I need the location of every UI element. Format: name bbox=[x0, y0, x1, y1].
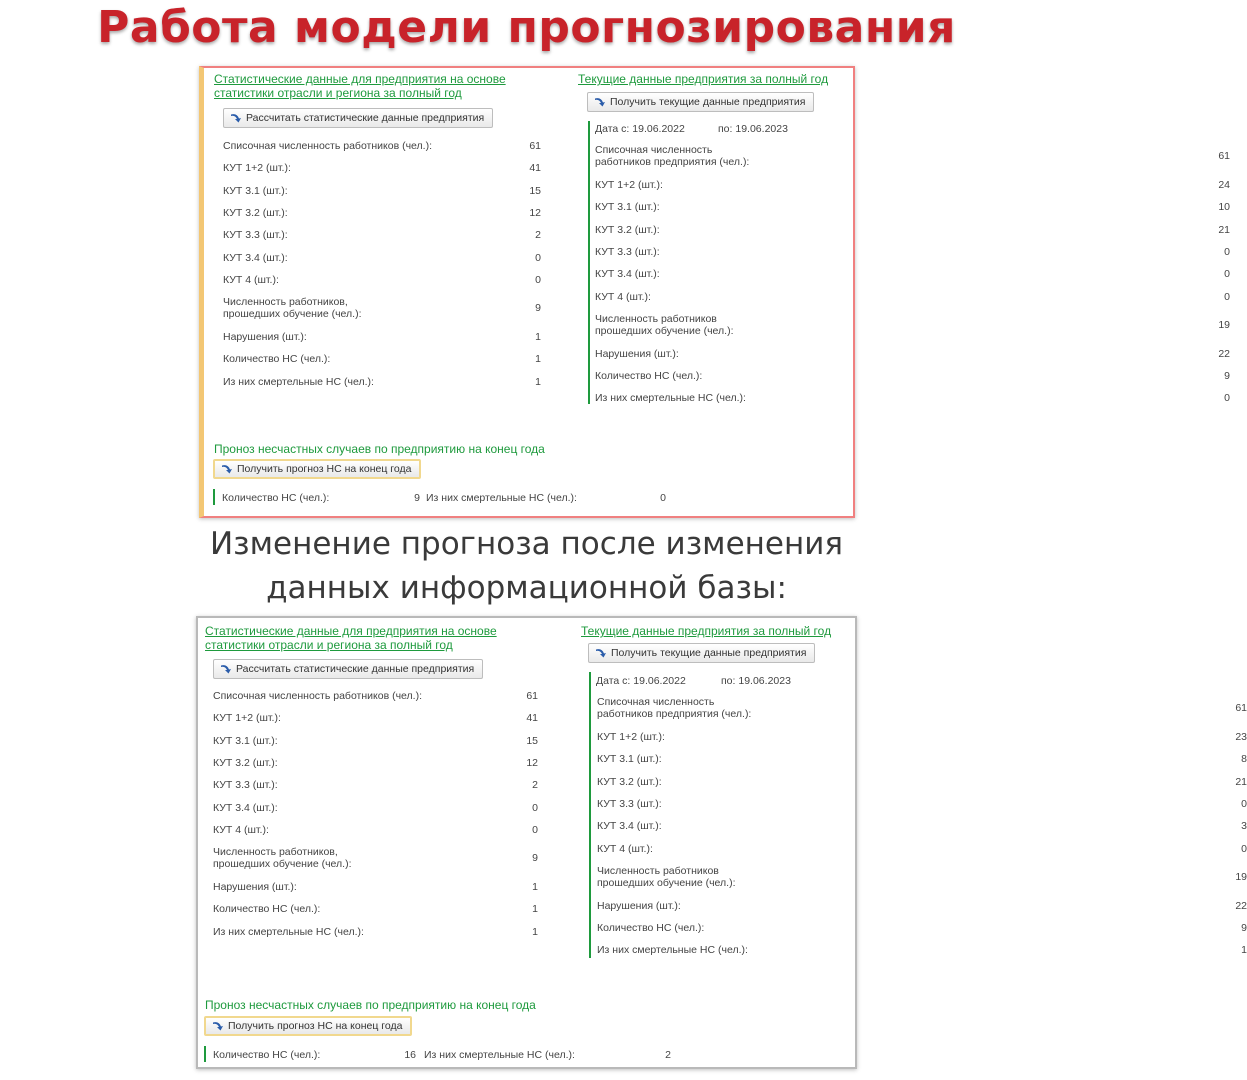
forecast-fatal-value: 2 bbox=[665, 1049, 671, 1061]
data-row bbox=[597, 820, 1247, 842]
forecast-section-title: Проноз несчастных случаев по предприятию на конец года bbox=[214, 442, 545, 456]
row-label: Списочная численность работников (чел.): bbox=[223, 140, 432, 152]
row-value: 1 bbox=[1241, 944, 1247, 957]
row-label: Из них смертельные НС (чел.): bbox=[213, 925, 364, 938]
row-value: 10 bbox=[1218, 201, 1230, 214]
row-label: Нарушения (шт.): bbox=[223, 331, 307, 344]
forecast-fatal-label: Из них смертельные НС (чел.): bbox=[426, 492, 577, 504]
row-value: 0 bbox=[1224, 245, 1230, 258]
data-row bbox=[213, 846, 538, 871]
data-row bbox=[595, 144, 1230, 166]
forecast-count-value: 9 bbox=[414, 492, 420, 504]
get-forecast-button[interactable]: Получить прогноз НС на конец года bbox=[213, 459, 421, 479]
row-value: 1 bbox=[535, 331, 541, 344]
data-row bbox=[595, 179, 1230, 201]
row-value: 21 bbox=[1235, 775, 1247, 788]
row-label: Из них смертельные НС (чел.): bbox=[597, 944, 748, 957]
data-row bbox=[223, 376, 541, 398]
row-label: Количество НС (чел.): bbox=[595, 370, 703, 383]
row-label: Количество НС (чел.): bbox=[597, 922, 705, 935]
row-value: 9 bbox=[1224, 370, 1230, 383]
row-value: 9 bbox=[535, 302, 541, 315]
forecast-accent-bar bbox=[204, 1046, 206, 1062]
row-value: 0 bbox=[535, 251, 541, 264]
data-row bbox=[597, 753, 1247, 775]
arrow-icon bbox=[594, 97, 606, 107]
row-value: 0 bbox=[1241, 797, 1247, 810]
row-value: 1 bbox=[532, 925, 538, 938]
data-row bbox=[213, 690, 538, 712]
row-value: 0 bbox=[1224, 268, 1230, 281]
data-row bbox=[223, 296, 541, 321]
data-row bbox=[223, 229, 541, 251]
row-label: Количество НС (чел.): bbox=[223, 353, 331, 366]
data-row bbox=[597, 900, 1247, 922]
row-label: Из них смертельные НС (чел.): bbox=[223, 375, 374, 388]
data-row bbox=[223, 252, 541, 274]
row-label: КУТ 1+2 (шт.): bbox=[595, 179, 663, 191]
date-from: Дата с: 19.06.2022 bbox=[595, 123, 685, 135]
get-forecast-button[interactable]: Получить прогноз НС на конец года bbox=[204, 1016, 412, 1036]
forecast-accent-bar bbox=[213, 489, 215, 505]
data-row bbox=[213, 757, 538, 779]
row-label: КУТ 3.4 (шт.): bbox=[597, 820, 662, 833]
current-section-title[interactable]: Текущие данные предприятия за полный год bbox=[581, 624, 832, 638]
date-to: по: 19.06.2023 bbox=[721, 675, 791, 687]
data-row bbox=[223, 331, 541, 353]
row-label: КУТ 3.4 (шт.): bbox=[223, 251, 288, 264]
data-row bbox=[595, 392, 1230, 414]
row-label: КУТ 3.1 (шт.): bbox=[597, 753, 662, 766]
row-value: 12 bbox=[529, 206, 541, 219]
forecast-panel-before bbox=[199, 66, 1230, 518]
row-value: 23 bbox=[1235, 731, 1247, 743]
arrow-icon bbox=[212, 1021, 224, 1031]
arrow-icon bbox=[221, 464, 233, 474]
subtitle: Изменение прогноза после изменения данных информационной базы: bbox=[209, 526, 844, 606]
row-value: 2 bbox=[532, 779, 538, 792]
data-row bbox=[213, 903, 538, 925]
forecast-count-label: Количество НС (чел.): bbox=[213, 1049, 321, 1061]
row-label: Списочная численность работников предприятия (чел.): bbox=[597, 696, 752, 720]
row-value: 21 bbox=[1218, 223, 1230, 236]
row-label: КУТ 3.3 (шт.): bbox=[597, 797, 662, 810]
data-row bbox=[223, 353, 541, 375]
data-row bbox=[597, 776, 1247, 798]
row-label: КУТ 4 (шт.): bbox=[595, 290, 651, 303]
data-row bbox=[597, 944, 1247, 966]
row-value: 1 bbox=[532, 881, 538, 894]
data-row bbox=[595, 313, 1230, 335]
row-label: КУТ 4 (шт.): bbox=[597, 842, 653, 855]
row-label: Из них смертельные НС (чел.): bbox=[595, 392, 746, 405]
data-row bbox=[597, 798, 1247, 820]
calc-stat-button[interactable]: Рассчитать статистические данные предприятия bbox=[213, 659, 483, 679]
row-value: 1 bbox=[535, 353, 541, 366]
data-row bbox=[595, 268, 1230, 290]
forecast-fatal-value: 0 bbox=[660, 492, 666, 504]
page-title: Работа модели прогнозирования bbox=[97, 2, 956, 53]
data-row bbox=[213, 712, 538, 734]
data-row bbox=[597, 865, 1247, 887]
data-row bbox=[223, 185, 541, 207]
row-label: КУТ 1+2 (шт.): bbox=[213, 712, 281, 725]
row-label: КУТ 3.3 (шт.): bbox=[223, 229, 288, 242]
row-label: КУТ 1+2 (шт.): bbox=[597, 731, 665, 743]
row-value: 1 bbox=[532, 903, 538, 916]
row-label: Нарушения (шт.): bbox=[213, 881, 297, 894]
row-label: КУТ 3.2 (шт.): bbox=[213, 756, 278, 769]
row-label: Численность работников прошедших обучение (чел.): bbox=[597, 864, 736, 889]
row-label: Списочная численность работников предприятия (чел.): bbox=[595, 144, 750, 168]
row-value: 41 bbox=[526, 712, 538, 725]
data-row bbox=[223, 274, 541, 296]
forecast-fatal-label: Из них смертельные НС (чел.): bbox=[424, 1049, 575, 1061]
data-row bbox=[595, 370, 1230, 392]
row-label: КУТ 3.1 (шт.): bbox=[213, 734, 278, 747]
row-label: КУТ 3.3 (шт.): bbox=[213, 779, 278, 792]
row-label: Численность работников прошедших обучение (чел.): bbox=[595, 312, 734, 337]
row-label: Количество НС (чел.): bbox=[213, 903, 321, 916]
current-accent-bar bbox=[588, 121, 590, 404]
data-row bbox=[223, 207, 541, 229]
arrow-icon bbox=[230, 113, 242, 123]
row-value: 61 bbox=[1218, 150, 1230, 162]
row-value: 9 bbox=[532, 852, 538, 865]
row-value: 0 bbox=[1224, 290, 1230, 303]
forecast-section-title: Проноз несчастных случаев по предприятию на конец года bbox=[205, 998, 536, 1012]
row-value: 61 bbox=[526, 690, 538, 702]
row-label: Списочная численность работников (чел.): bbox=[213, 690, 422, 702]
row-label: КУТ 3.4 (шт.): bbox=[595, 268, 660, 281]
row-value: 15 bbox=[526, 734, 538, 747]
data-row bbox=[595, 246, 1230, 268]
data-row bbox=[213, 802, 538, 824]
row-value: 22 bbox=[1218, 347, 1230, 360]
row-value: 8 bbox=[1241, 753, 1247, 766]
row-value: 19 bbox=[1235, 870, 1247, 883]
data-row bbox=[597, 922, 1247, 944]
row-value: 0 bbox=[532, 801, 538, 814]
data-row bbox=[213, 779, 538, 801]
stat-section-title[interactable]: Статистические данные для предприятия на основе статистики отрасли и региона за полный год bbox=[214, 72, 506, 100]
row-value: 0 bbox=[1224, 392, 1230, 405]
data-row bbox=[213, 735, 538, 757]
calc-stat-button[interactable]: Рассчитать статистические данные предприятия bbox=[223, 108, 493, 128]
row-label: КУТ 4 (шт.): bbox=[213, 823, 269, 836]
row-value: 0 bbox=[532, 823, 538, 836]
row-label: КУТ 3.2 (шт.): bbox=[595, 223, 660, 236]
row-label: КУТ 3.1 (шт.): bbox=[223, 184, 288, 197]
current-accent-bar bbox=[589, 672, 591, 958]
data-row bbox=[213, 881, 538, 903]
row-label: Нарушения (шт.): bbox=[595, 347, 679, 360]
row-value: 12 bbox=[526, 756, 538, 769]
row-label: КУТ 3.2 (шт.): bbox=[597, 775, 662, 788]
row-label: КУТ 1+2 (шт.): bbox=[223, 162, 291, 175]
row-value: 24 bbox=[1218, 179, 1230, 191]
row-value: 22 bbox=[1235, 899, 1247, 912]
data-row bbox=[597, 731, 1247, 753]
row-value: 41 bbox=[529, 162, 541, 175]
data-row bbox=[595, 224, 1230, 246]
row-value: 15 bbox=[529, 184, 541, 197]
forecast-count-label: Количество НС (чел.): bbox=[222, 492, 330, 504]
get-current-button[interactable]: Получить текущие данные предприятия bbox=[588, 643, 815, 663]
forecast-panel-after bbox=[196, 616, 1247, 1069]
data-row bbox=[595, 348, 1230, 370]
row-label: КУТ 3.4 (шт.): bbox=[213, 801, 278, 814]
row-label: КУТ 3.2 (шт.): bbox=[223, 206, 288, 219]
data-row bbox=[213, 824, 538, 846]
row-value: 1 bbox=[535, 375, 541, 388]
data-row bbox=[223, 140, 541, 162]
row-label: КУТ 3.3 (шт.): bbox=[595, 245, 660, 258]
stat-section-title[interactable]: Статистические данные для предприятия на основе статистики отрасли и региона за полный год bbox=[205, 624, 497, 652]
row-label: КУТ 4 (шт.): bbox=[223, 273, 279, 286]
date-from: Дата с: 19.06.2022 bbox=[596, 675, 686, 687]
row-value: 0 bbox=[1241, 842, 1247, 855]
current-section-title[interactable]: Текущие данные предприятия за полный год bbox=[578, 72, 829, 86]
row-label: Нарушения (шт.): bbox=[597, 899, 681, 912]
row-label: Численность работников, прошедших обучение (чел.): bbox=[213, 846, 352, 871]
date-to: по: 19.06.2023 bbox=[718, 123, 788, 135]
arrow-icon bbox=[595, 648, 607, 658]
row-value: 9 bbox=[1241, 922, 1247, 935]
data-row bbox=[223, 162, 541, 184]
get-current-button[interactable]: Получить текущие данные предприятия bbox=[587, 92, 814, 112]
row-value: 3 bbox=[1241, 820, 1247, 833]
data-row bbox=[597, 843, 1247, 865]
data-row bbox=[213, 926, 538, 948]
row-value: 61 bbox=[1235, 702, 1247, 714]
data-row bbox=[597, 696, 1247, 718]
row-value: 19 bbox=[1218, 318, 1230, 331]
forecast-count-value: 16 bbox=[404, 1049, 416, 1061]
row-value: 61 bbox=[529, 140, 541, 152]
data-row bbox=[595, 291, 1230, 313]
data-row bbox=[595, 201, 1230, 223]
row-value: 0 bbox=[535, 273, 541, 286]
row-label: КУТ 3.1 (шт.): bbox=[595, 201, 660, 214]
arrow-icon bbox=[220, 664, 232, 674]
row-label: Численность работников, прошедших обучение (чел.): bbox=[223, 296, 362, 321]
row-value: 2 bbox=[535, 229, 541, 242]
